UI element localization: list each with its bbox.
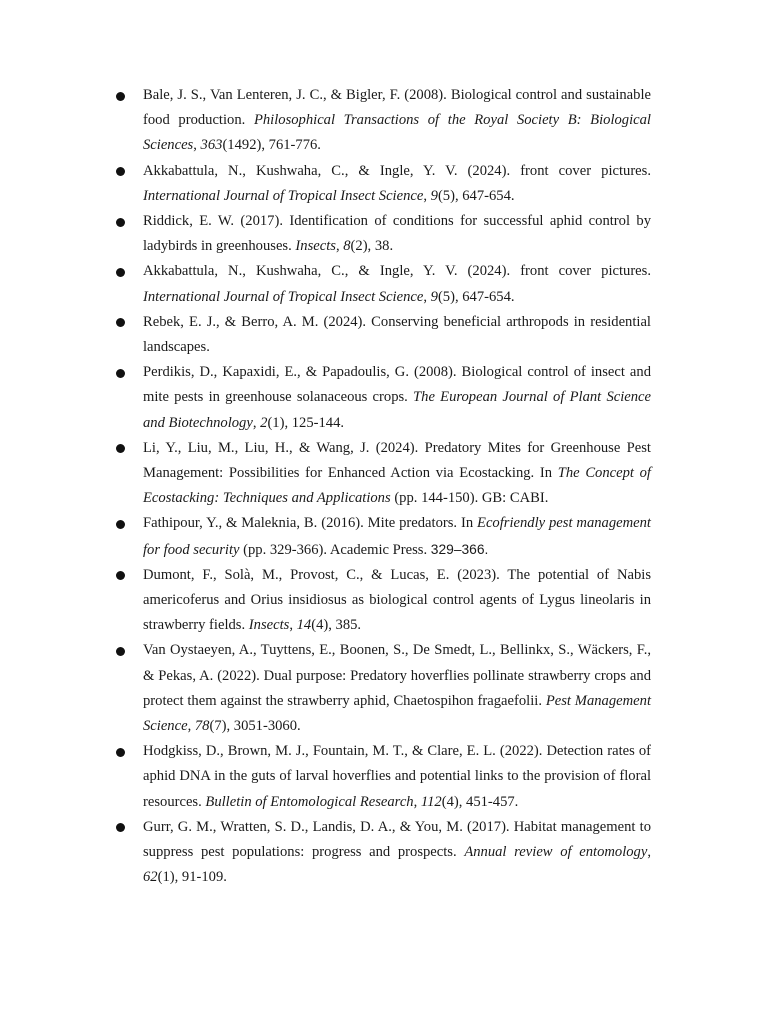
bullet-icon [116,647,125,656]
reference-item [116,159,651,209]
reference-item [116,310,651,360]
separator: , [193,137,201,154]
reference-text: Akkabattula, N., Kushwaha, C., & Ingle, Y. V. (2024). front cover pictures. [143,263,651,280]
volume: 62 [143,869,158,886]
separator: , [423,187,431,204]
publisher-pages: (pp. 144-150). GB: CABI. [390,490,549,507]
issue-pages: (1492), 761-776. [222,137,321,154]
reference-item [116,739,651,815]
volume: 78 [194,718,210,735]
issue-pages: (1), 91-109. [157,869,227,886]
reference-text: Bale, J. S., Van Lenteren, J. C., & Bigler, F. (2008). Biological control and sustainable food production. [143,87,651,129]
reference-text: Gurr, G. M., Wratten, S. D., Landis, D. A., & You, M. (2017). Habitat management to suppress pest populations: progress and prospects. [143,818,651,861]
issue-pages: (4), 451-457. [441,793,519,810]
reference-item [116,638,651,739]
bullet-icon [116,92,125,101]
issue-pages: (5), 647-654. [437,187,515,204]
reference-text: Akkabattula, N., Kushwaha, C., & Ingle, Y. V. (2024). front cover pictures. [143,162,651,179]
reference-text: Li, Y., Liu, M., Liu, H., & Wang, J. (2024). Predatory Mites for Greenhouse Pest Management: Possibilities for Enhanced Action via Ecostacking. In [143,439,651,482]
separator: , [647,844,651,861]
separator: , [187,718,195,735]
bullet-icon [116,520,125,529]
page-range-extra: 329–366. [430,541,489,557]
bullet-icon [116,823,125,832]
issue-pages: (4), 385. [311,617,362,634]
bullet-icon [116,571,125,580]
bullet-icon [116,318,125,327]
volume: 363 [200,137,223,154]
reference-item [116,209,651,259]
reference-text: Dumont, F., Solà, M., Provost, C., & Lucas, E. (2023). The potential of Nabis americoferus and Orius insidiosus as biological control agents of Lygus lineolaris in strawberry fields. [143,566,651,634]
separator: , [335,238,344,255]
reference-item [116,83,651,159]
volume: 112 [420,793,442,810]
bullet-icon [116,218,125,227]
reference-item [116,259,651,309]
reference-list [116,83,651,891]
reference-text: Rebek, E. J., & Berro, A. M. (2024). Conserving beneficial arthropods in residential landscapes. [143,313,651,356]
separator: , [413,793,421,810]
volume: 8 [343,238,351,255]
reference-text: Hodgkiss, D., Brown, M. J., Fountain, M. T., & Clare, E. L. (2022). Detection rates of aphid DNA in the guts of larval hoverflies and potential links to the provision of floral resources. [143,743,651,810]
reference-item [116,563,651,639]
issue-pages: (5), 647-654. [437,288,515,305]
issue-pages: (1), 125-144. [267,414,345,431]
volume: 9 [430,187,438,204]
journal-title: International Journal of Tropical Insect Science [143,288,424,305]
bullet-icon [116,369,125,378]
bullet-icon [116,748,125,757]
journal-title: International Journal of Tropical Insect Science [143,187,424,204]
volume: 14 [296,617,312,634]
separator: , [289,617,297,634]
reference-item [116,360,651,436]
journal-title: The European Journal of Plant Science and Biotechnology [143,389,651,431]
reference-item [116,815,651,891]
reference-text: Van Oystaeyen, A., Tuyttens, E., Boonen, S., De Smedt, L., Bellinkx, S., Wäckers, F., & Pekas, A. (2022). Dual purpose: Predatory hoverflies pollinate strawberry crops and protect them against the strawberry aphid, Chaetospihon fragaefolii. [143,642,651,709]
bullet-icon [116,268,125,277]
reference-item [116,436,651,512]
bullet-icon [116,167,125,176]
book-title: Ecofriendly pest management for food security [143,515,651,558]
separator: , [423,288,431,305]
journal-title: Insects [295,238,336,255]
journal-title: Philosophical Transactions of the Royal Society B: Biological Sciences [143,112,651,154]
volume: 9 [430,288,438,305]
journal-title: Insects [248,617,290,634]
reference-text: Perdikis, D., Kapaxidi, E., & Papadoulis, G. (2008). Biological control of insect and mite pests in greenhouse solanaceous crops. [143,364,651,406]
publisher-pages: (pp. 329-366). Academic Press. [239,541,431,558]
journal-title: Annual review of entomology [464,844,648,861]
reference-text: Riddick, E. W. (2017). Identification of conditions for successful aphid control by ladybirds in greenhouses. [143,213,651,255]
volume: 2 [260,414,268,431]
issue-pages: (7), 3051-3060. [209,718,301,735]
book-title: The Concept of Ecostacking: Techniques and Applications [143,465,651,507]
issue-pages: (2), 38. [350,238,394,255]
reference-text: Fathipour, Y., & Maleknia, B. (2016). Mite predators. In [143,515,478,532]
bullet-icon [116,444,125,453]
journal-title: Pest Management Science [143,692,651,735]
reference-item [116,511,651,562]
separator: , [252,414,261,431]
journal-title: Bulletin of Entomological Research [205,793,414,810]
